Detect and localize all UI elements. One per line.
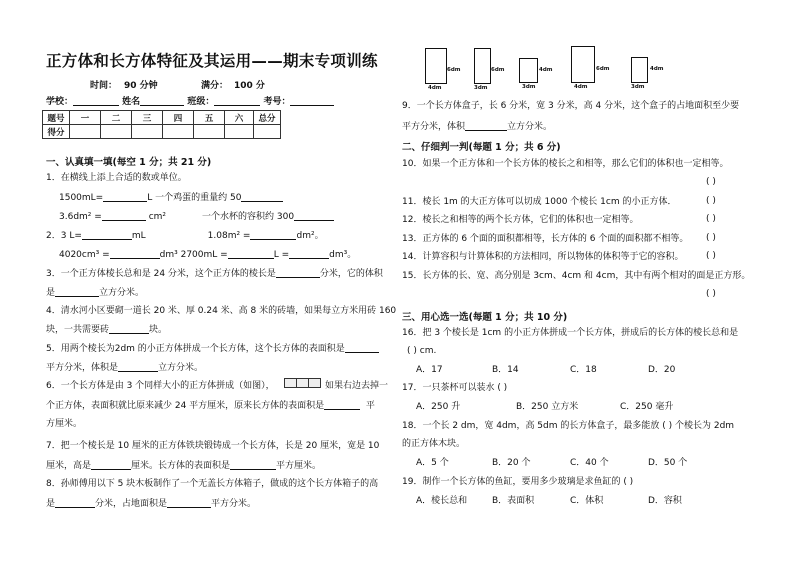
- question-15: 15．长方体的长、宽、高分别是 3cm、4cm 和 4cm，其中有两个相对的面是正方形。: [402, 271, 751, 281]
- name-label: 姓名: [122, 97, 141, 107]
- question-6-line-a-end: 如果右边去掉一: [325, 381, 389, 391]
- score-cell: 四: [163, 111, 194, 125]
- blank[interactable]: [230, 459, 276, 470]
- question-9-line-b: 平方分米，体积 立方分米。: [402, 122, 553, 132]
- section-1-heading: 一、认真填一填(每空 1 分；共 21 分): [46, 157, 212, 168]
- answer-paren[interactable]: ( ): [706, 233, 716, 243]
- blank[interactable]: [250, 229, 296, 240]
- option-b[interactable]: B．14: [492, 365, 519, 375]
- school-label: 学校：: [46, 97, 74, 107]
- question-2-line-b: 4020cm³ = dm³ 2700mL = L = dm³。: [59, 250, 357, 260]
- question-4-line-a: 4．清水河小区要砌一道长 20 米、厚 0.24 米、高 8 米的砖墙，如果每立方米用砖 160: [46, 306, 397, 316]
- full-score-label: 满分：: [201, 81, 229, 91]
- blank[interactable]: [103, 191, 147, 202]
- question-7-line-b: 厘米，高是 厘米。长方体的表面积是 平方厘米。: [46, 461, 322, 471]
- board-height-label: 4dm: [539, 67, 553, 73]
- board-width-label: 4dm: [574, 84, 588, 90]
- answer-paren[interactable]: ( ): [706, 289, 716, 299]
- board-height-label: 6dm: [596, 66, 610, 72]
- blank[interactable]: [276, 267, 320, 278]
- blank[interactable]: [109, 323, 149, 334]
- question-19: 19．制作一个长方体的鱼缸，要用多少玻璃是求鱼缸的 ( ): [402, 477, 634, 487]
- option-d[interactable]: D．容积: [648, 496, 682, 506]
- option-d[interactable]: D．20: [648, 365, 676, 375]
- score-table-score-row: [43, 125, 281, 139]
- question-1-line-b: 3.6dm² = cm² 一个水杯的容积约 300: [59, 210, 334, 223]
- score-input-cell[interactable]: [101, 125, 132, 139]
- question-5-line-b: 平方分米，体积是 立方分米。: [46, 363, 204, 373]
- name-field[interactable]: [140, 95, 184, 106]
- class-field[interactable]: [214, 95, 260, 106]
- option-b[interactable]: B．250 立方米: [516, 402, 579, 412]
- exam-no-field[interactable]: [290, 95, 334, 106]
- blank[interactable]: [345, 342, 379, 353]
- blank[interactable]: [102, 210, 146, 221]
- question-8-line-a: 8．孙师傅用以下 5 块木板制作了一个无盖长方体箱子，做成的这个长方体箱子的高: [46, 479, 379, 489]
- board-width-label: 3dm: [474, 85, 488, 91]
- question-18-line-a: 18．一个长 2 dm，宽 4dm，高 5dm 的长方体盒子，最多能放 ( ) 个棱长为 2dm: [402, 421, 735, 431]
- board-rectangle: [571, 46, 595, 83]
- board-height-label: 4dm: [650, 66, 664, 72]
- score-cell: 总分: [254, 111, 281, 125]
- board-rectangle: [474, 48, 491, 84]
- score-input-cell[interactable]: [70, 125, 101, 139]
- score-table: [42, 110, 281, 139]
- question-12: 12．棱长之和相等的两个长方体，它们的体积也一定相等。: [402, 215, 639, 225]
- option-c[interactable]: C．40 个: [570, 458, 609, 468]
- question-1-line-a: 1500mL= L 一个鸡蛋的重量约 50: [59, 191, 283, 204]
- option-b[interactable]: B．表面积: [492, 496, 535, 506]
- question-9-line-a: 9．一个长方体盒子，长 6 分米，宽 3 分米，高 4 分米，这个盒子的占地面积至少要: [402, 101, 740, 111]
- question-5-line-a: 5．用两个棱长为2dm 的小正方体拼成一个长方体，这个长方体的表面积是: [46, 342, 379, 355]
- option-a[interactable]: A．棱长总和: [416, 496, 468, 506]
- answer-paren[interactable]: ( ): [706, 196, 716, 206]
- blank[interactable]: [55, 497, 95, 508]
- answer-paren[interactable]: ( ): [706, 251, 716, 261]
- score-table-header-row: [43, 111, 281, 125]
- question-13: 13．正方体的 6 个面的面积都相等，长方体的 6 个面的面积都不相等。: [402, 234, 689, 244]
- score-input-cell[interactable]: [254, 125, 281, 139]
- question-18-line-b: 的正方体木块。: [402, 439, 466, 449]
- question-1: 1．在横线上添上合适的数或单位。: [46, 173, 187, 183]
- blank[interactable]: [91, 459, 131, 470]
- school-field[interactable]: [73, 95, 119, 106]
- option-a[interactable]: A．5 个: [416, 458, 449, 468]
- question-11: 11．棱长 1m 的大正方体可以切成 1000 个棱长 1cm 的小正方体．: [402, 197, 677, 207]
- board-rectangle: [519, 58, 538, 83]
- question-10: 10．如果一个正方体和一个长方体的棱长之和相等，那么它们的体积也一定相等。: [402, 159, 729, 169]
- option-c[interactable]: C．体积: [570, 496, 604, 506]
- question-14: 14．计算容积与计算体积的方法相同，所以物体的体积等于它的容积。: [402, 252, 684, 262]
- board-rectangle: [425, 48, 447, 84]
- score-input-cell[interactable]: [163, 125, 194, 139]
- question-6-line-a: 6．一个长方体是由 3 个同样大小的正方体拼成（如图），: [46, 381, 275, 391]
- option-b[interactable]: B．20 个: [492, 458, 531, 468]
- score-cell: 二: [101, 111, 132, 125]
- page-title: 正方体和长方体特征及其运用——期末专项训练: [46, 52, 378, 70]
- score-cell: 得分: [43, 125, 70, 139]
- blank[interactable]: [465, 120, 507, 131]
- section-2-heading: 二、仔细判一判(每题 1 分；共 6 分): [402, 142, 561, 153]
- answer-paren[interactable]: ( ): [706, 177, 716, 187]
- blank[interactable]: [228, 248, 274, 259]
- question-2-line-a: 2．3 L= mL 1.08m² = dm²。: [46, 231, 324, 241]
- blank[interactable]: [167, 497, 211, 508]
- blank[interactable]: [110, 248, 160, 259]
- class-label: 班级：: [187, 97, 215, 107]
- blank[interactable]: [324, 399, 360, 410]
- question-3-line-b: 是 立方分米。: [46, 288, 145, 298]
- score-cell: 三: [132, 111, 163, 125]
- blank[interactable]: [118, 361, 158, 372]
- option-a[interactable]: A．250 升: [416, 402, 461, 412]
- board-width-label: 3dm: [522, 84, 536, 90]
- score-input-cell[interactable]: [225, 125, 254, 139]
- blank[interactable]: [82, 229, 132, 240]
- question-6-line-c: 方厘米。: [46, 419, 83, 429]
- board-width-label: 3dm: [631, 84, 645, 90]
- question-3-line-a: 3．一个正方体棱长总和是 24 分米，这个正方体的棱长是 分米，它的体积: [46, 269, 383, 279]
- blank[interactable]: [55, 286, 99, 297]
- blank[interactable]: [294, 210, 334, 221]
- question-6-line-b: 个正方体，表面积就比原来减少 24 平方厘米，原来长方体的表面积是 平: [46, 401, 375, 411]
- option-c[interactable]: C．250 毫升: [620, 402, 674, 412]
- question-4-line-b: 块，一共需要砖 块。: [46, 325, 168, 335]
- time-label: 时间：: [90, 81, 118, 91]
- score-input-cell[interactable]: [194, 125, 225, 139]
- question-16-line-b: ( ) cm.: [407, 346, 437, 356]
- cube-shape: [308, 378, 321, 388]
- time-value: 90 分钟: [124, 81, 158, 91]
- question-17: 17．一只茶杯可以装水 ( ): [402, 383, 508, 393]
- score-input-cell[interactable]: [132, 125, 163, 139]
- board-height-label: 6dm: [491, 67, 505, 73]
- score-cell: 六: [225, 111, 254, 125]
- section-3-heading: 三、用心选一选(每题 1 分；共 10 分): [402, 312, 568, 323]
- option-d[interactable]: D．50 个: [648, 458, 688, 468]
- board-width-label: 4dm: [428, 85, 442, 91]
- blank[interactable]: [289, 248, 329, 259]
- question-7-line-a: 7．把一个棱长是 10 厘米的正方体铁块锻铸成一个长方体，长是 20 厘米，宽是 10: [46, 441, 380, 451]
- question-16-line-a: 16．把 3 个棱长是 1cm 的小正方体拼成一个长方体，拼成后的长方体的棱长总和是: [402, 328, 739, 338]
- question-8-line-b: 是 分米，占地面积是 平方分米。: [46, 499, 257, 509]
- full-score-value: 100 分: [234, 81, 265, 91]
- score-cell: 一: [70, 111, 101, 125]
- exam-no-label: 考号：: [263, 97, 291, 107]
- blank[interactable]: [241, 191, 283, 202]
- board-height-label: 6dm: [447, 67, 461, 73]
- score-cell: 题号: [43, 111, 70, 125]
- option-c[interactable]: C．18: [570, 365, 597, 375]
- answer-paren[interactable]: ( ): [706, 214, 716, 224]
- board-rectangle: [631, 57, 648, 83]
- score-cell: 五: [194, 111, 225, 125]
- option-a[interactable]: A．17: [416, 365, 443, 375]
